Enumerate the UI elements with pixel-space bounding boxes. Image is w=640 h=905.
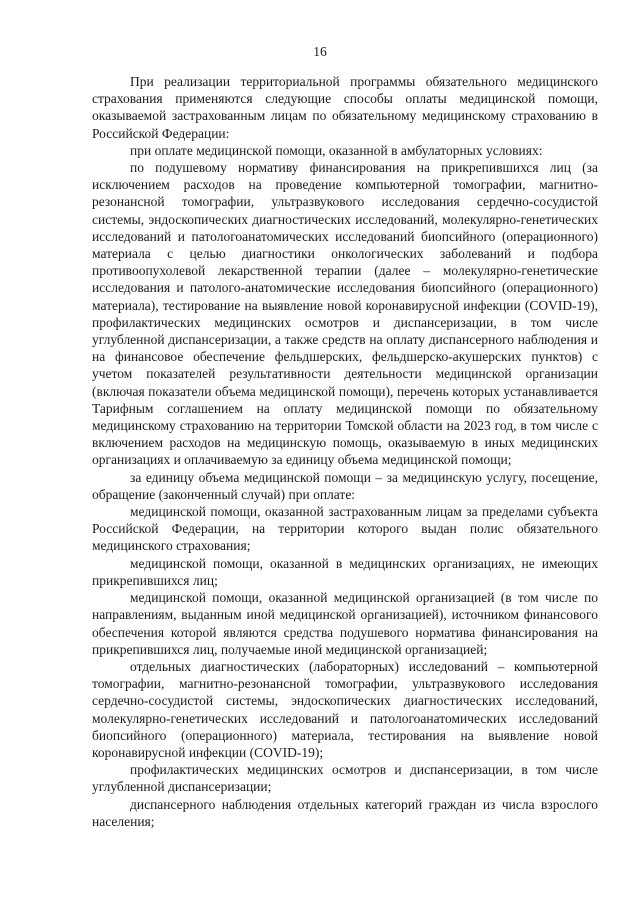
- paragraph-no-attached-persons: медицинской помощи, оказанной в медицинских организациях, не имеющих прикрепившихся лиц;: [92, 555, 598, 588]
- page-number: 16: [313, 44, 327, 59]
- paragraph-outpatient-conditions: при оплате медицинской помощи, оказанной в амбулаторных условиях:: [130, 142, 543, 158]
- paragraph-referrals: медицинской помощи, оказанной медицинской организацией (в том числе по направлениям, выданным иной медицинской организацией), источником финансового обеспечения которой являются средства подушевого норматива финансирования на прикрепившихся лиц, получаемые иной медицинской организацией;: [92, 590, 598, 657]
- paragraph-dispensary-observation: диспансерного наблюдения отдельных категорий граждан из числа взрослого населения;: [92, 796, 598, 829]
- paragraph-preventive-exams: профилактических медицинских осмотров и диспансеризации, в том числе углубленной диспансеризации;: [92, 762, 598, 795]
- document-body: [92, 73, 598, 830]
- paragraph-diagnostic-tests: отдельных диагностических (лабораторных) исследований – компьютерной томографии, магнитно-резонансной томографии, ультразвукового исследования сердечно-сосудистой системы, эндоскопических диагностических исследований, молекулярно-генетических исследований и патологоанатомических исследований биопсийного (операционного) материала, тестирования на выявление новой коронавирусной инфекции (COVID-19);: [92, 658, 598, 760]
- paragraph-per-unit-volume: за единицу объема медицинской помощи – за медицинскую услугу, посещение, обращение (законченный случай) при оплате:: [92, 469, 598, 502]
- paragraph-intro: При реализации территориальной программы обязательного медицинского страхования применяются следующие способы оплаты медицинской помощи, оказываемой застрахованным лицам по обязательному медицинскому страхованию в Российской Федерации:: [92, 74, 598, 141]
- paragraph-per-capita-standard: по подушевому нормативу финансирования на прикрепившихся лиц (за исключением расходов на проведение компьютерной томографии, магнитно-резонансной томографии, ультразвукового исследования сердечно-сосудистой системы, эндоскопических диагностических исследований, молекулярно-генетических исследований и патологоанатомических исследований биопсийного (операционного) материала с целью диагностики онкологических заболеваний и подбора противоопухолевой лекарственной терапии (далее – молекулярно-генетические исследования и патолого-анатомические исследования биопсийного (операционного) материала), тестирование на выявление новой коронавирусной инфекции (COVID-19), профилактических медицинских осмотров и диспансеризации, в том числе углубленной диспансеризации, а также средств на оплату диспансерного наблюдения и на финансовое обеспечение фельдшерских, фельдшерско-акушерских пунктов) с учетом показателей результативности деятельности медицинской организации (включая показатели объема медицинской помощи), перечень которых устанавливается Тарифным соглашением на оплату медицинской помощи по обязательному медицинскому страхованию на территории Томской области на 2023 год, в том числе с включением расходов на медицинскую помощь, оказываемую в иных медицинских организациях и оплачиваемую за единицу объема медицинской помощи;: [92, 160, 598, 468]
- paragraph-outside-region: медицинской помощи, оказанной застрахованным лицам за пределами субъекта Российской Федерации, на территории которого выдан полис обязательного медицинского страхования;: [92, 504, 598, 554]
